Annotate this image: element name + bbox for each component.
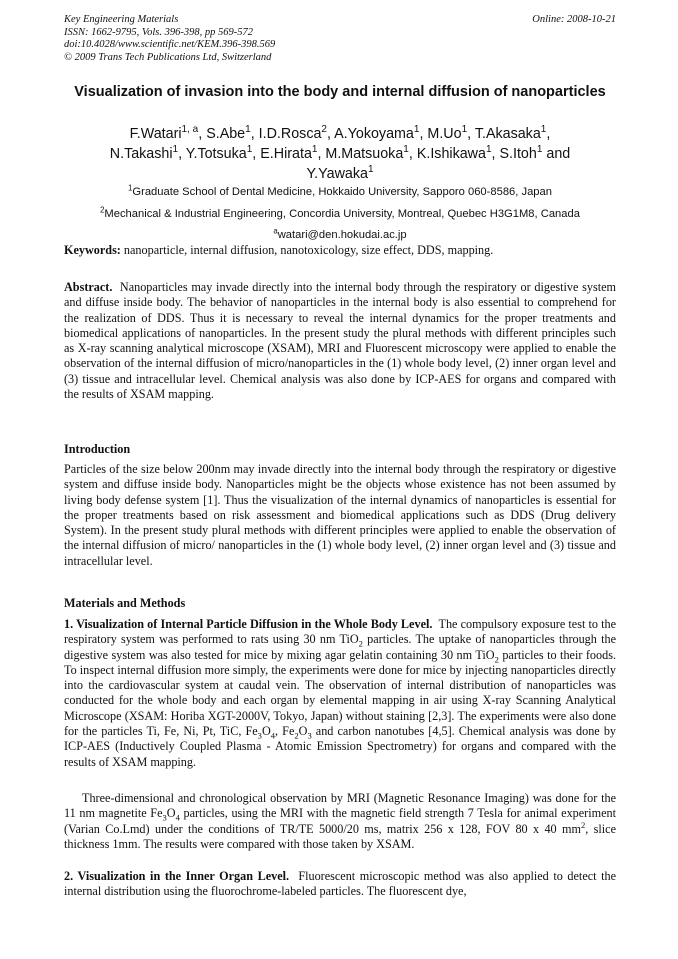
author-separator: ,: [252, 146, 261, 162]
author-name: A.Yokoyama: [334, 126, 414, 142]
introduction-text: Particles of the size below 200nm may invade directly into the internal body through the respiratory or digestive system and diffuse inside body. Nanoparticles might be the objects whose existence has not been assumed by living body defense system [1]. Thus the visualization of the internal dynamics of nanoparticles is essential for the proper treatments based on risk assessment and biomedical applications such as DDS (Drug delivery System). In the present study plural methods with different principles were applied to enable the observation of the internal diffusion of micro/ nanoparticles in the (1) whole body level, (2) inner organ level and (3) tissue and intracellular level.: [64, 462, 616, 568]
author-separator: ,: [326, 126, 335, 142]
author-affiliation-marker: 1: [367, 164, 374, 176]
introduction-heading: Introduction: [64, 442, 131, 456]
author-affiliation-marker: 1: [172, 144, 179, 156]
affiliation-2: [64, 207, 616, 221]
s1-sub-3a: 3: [257, 730, 262, 741]
author-name: K.Ishikawa: [416, 146, 486, 162]
author-separator: ,: [198, 126, 207, 142]
author-email: [64, 228, 616, 242]
author-name: M.Matsuoka: [325, 146, 404, 162]
mri-text-b: O: [166, 806, 176, 821]
journal-name: Key Engineering Materials: [64, 14, 179, 25]
email-text: watari@den.hokudai.ac.jp: [277, 229, 407, 241]
issn-line: ISSN: 1662-9795, Vols. 396-398, pp 569-572: [64, 26, 253, 38]
author-name: Y.Totsuka: [185, 146, 247, 162]
author-name: M.Uo: [427, 126, 462, 142]
affiliation-1-marker: 1: [128, 183, 133, 193]
abstract-text: Nanoparticles may invade directly into the internal body through the respiratory or digestive system and diffuse inside body. The behavior of nanoparticles in the internal body is also essential to comprehend for the realization of DDS. Thus it is necessary to reveal the internal dynamics for the proper treatments and biomedical applications of nanoparticles. In the present study the plural methods with different principles such as X-ray scanning analytical microscope (XSAM), MRI and Fluorescent microscopy were applied to enable the observation of the internal diffusion of micro/nanoparticles in the (1) whole body level, (2) inner organ level and (3) tissue and intracellular level. Chemical analysis was also done by ICP-AES for organs and compared with the results of XSAM mapping.: [64, 280, 617, 402]
methods-heading: Materials and Methods: [64, 596, 186, 610]
author-affiliation-marker: 1: [536, 144, 543, 156]
affiliation-2-marker: 2: [100, 205, 105, 215]
author-affiliation-marker: 1: [413, 124, 420, 136]
s1-text-b: particles. The uptake of nanoparticles through the digestive system was also tested for mice by mixing agar gelatin containing 30 nm TiO: [64, 632, 616, 662]
author-separator: ,: [491, 146, 500, 162]
author-affiliation-marker: 1, a: [181, 124, 199, 136]
s1-text-e: , Fe: [275, 724, 295, 739]
author-separator: and: [542, 146, 571, 162]
s1-sub-2b: 2: [494, 654, 499, 665]
s1-text-c: particles to their foods. To inspect internal diffusion more simply, the experiments were done for mice by injecting nanoparticles directly into the cardiovascular system at caudal vein. The observation of internal distribution of nanoparticles was conducted for the whole body and each organ by elemental mapping in air using X-ray Scanning Analytical Microscope (XSAM: Horiba XGT-2000V, Tokyo, Japan) without staining [2,3]. The experiments were also done for the particles Ti, Fe, Ni, Pt, TiC, Fe: [64, 647, 616, 739]
affiliation-1-text: Graduate School of Dental Medicine, Hokkaido University, Sapporo 060-8586, Japan: [132, 186, 552, 198]
s1-text-g: and carbon nanotubes [4,5]. Chemical analysis was done by ICP-AES (Inductively Coupled Plasma - Atomic Emission Spectrometry) for organs and compared with the results of XSAM mapping.: [64, 724, 617, 769]
author-separator: ,: [250, 126, 259, 142]
author-name: I.D.Rosca: [258, 126, 322, 142]
s1-sub-2c: 2: [294, 730, 299, 741]
mri-sup-2: 2: [580, 819, 586, 830]
author-separator: ,: [317, 146, 326, 162]
affiliation-2-text: Mechanical & Industrial Engineering, Concordia University, Montreal, Quebec H3G1M8, Canada: [104, 208, 580, 220]
online-date: Online: 2008-10-21: [532, 14, 616, 25]
author-name: E.Hirata: [260, 146, 312, 162]
author-affiliation-marker: 1: [461, 124, 468, 136]
s1-text-a: The compulsory exposure test to the respiratory system was performed to rats using 30 nm TiO: [64, 617, 617, 647]
author-name: S.Itoh: [499, 146, 537, 162]
author-separator: ,: [178, 146, 186, 162]
doi-line: doi:10.4028/www.scientific.net/KEM.396-398.569: [64, 39, 276, 50]
email-marker: a: [273, 226, 278, 236]
mri-sub-3: 3: [162, 812, 167, 823]
s1-text-f: O: [298, 724, 308, 739]
author-affiliation-marker: 2: [321, 124, 327, 136]
author-name: N.Takashi: [109, 146, 173, 162]
abstract: [64, 280, 616, 402]
keywords-text: nanoparticle, internal diffusion, nanotoxicology, size effect, DDS, mapping.: [123, 243, 494, 257]
author-list: [64, 124, 616, 184]
author-name: S.Abe: [206, 126, 246, 142]
section-2-text: Fluorescent microscopic method was also applied to detect the internal distribution using the fluorochrome-labeled particles. The fluorescent dye,: [64, 869, 617, 899]
author-affiliation-marker: 1: [311, 144, 318, 156]
author-affiliation-marker: 1: [485, 144, 492, 156]
methods-mri-paragraph: [64, 791, 616, 852]
mri-text-d: , slice thickness 1mm. The results were compared with those taken by XSAM.: [64, 821, 616, 851]
section-1-title: 1. Visualization of Internal Particle Diffusion in the Whole Body Level.: [64, 617, 433, 631]
author-affiliation-marker: 1: [540, 124, 547, 136]
methods-section-2: [64, 869, 616, 900]
mri-text-a: Three-dimensional and chronological observation by MRI (Magnetic Resonance Imaging) was done for the 11 nm magnetite Fe: [64, 791, 616, 821]
s1-text-d: O: [261, 724, 271, 739]
mri-text-c: particles, using the MRI with the magnetic field strength 7 Tesla for animal experiment (Varian Co.Lmd) under the conditions of TR/TE 5000/20 ms, matrix 256 x 128, FOV 80 x 40 mm: [64, 806, 616, 836]
s1-sub-2a: 2: [358, 638, 363, 649]
author-separator: ,: [467, 126, 475, 142]
author-separator: ,: [546, 126, 551, 142]
s1-sub-4: 4: [270, 730, 276, 741]
author-name: Y.Yawaka: [306, 166, 368, 182]
methods-section-1: [64, 617, 616, 770]
affiliation-1: [64, 185, 616, 199]
author-affiliation-marker: 1: [246, 144, 253, 156]
copyright-line: © 2009 Trans Tech Publications Ltd, Switzerland: [64, 51, 272, 63]
running-header: [64, 14, 616, 64]
keywords: [64, 243, 616, 258]
author-name: T.Akasaka: [474, 126, 541, 142]
s1-sub-3b: 3: [307, 730, 312, 741]
author-separator: ,: [408, 146, 417, 162]
keywords-label: Keywords:: [64, 243, 121, 257]
author-separator: ,: [419, 126, 428, 142]
mri-sub-4: 4: [175, 812, 180, 823]
author-affiliation-marker: 1: [403, 144, 409, 156]
author-name: F.Watari: [129, 126, 182, 142]
abstract-label: Abstract.: [64, 280, 113, 294]
paper-title: Visualization of invasion into the body and internal diffusion of nanoparticles: [74, 84, 606, 100]
author-affiliation-marker: 1: [245, 124, 251, 136]
section-2-title: 2. Visualization in the Inner Organ Level.: [64, 869, 290, 883]
